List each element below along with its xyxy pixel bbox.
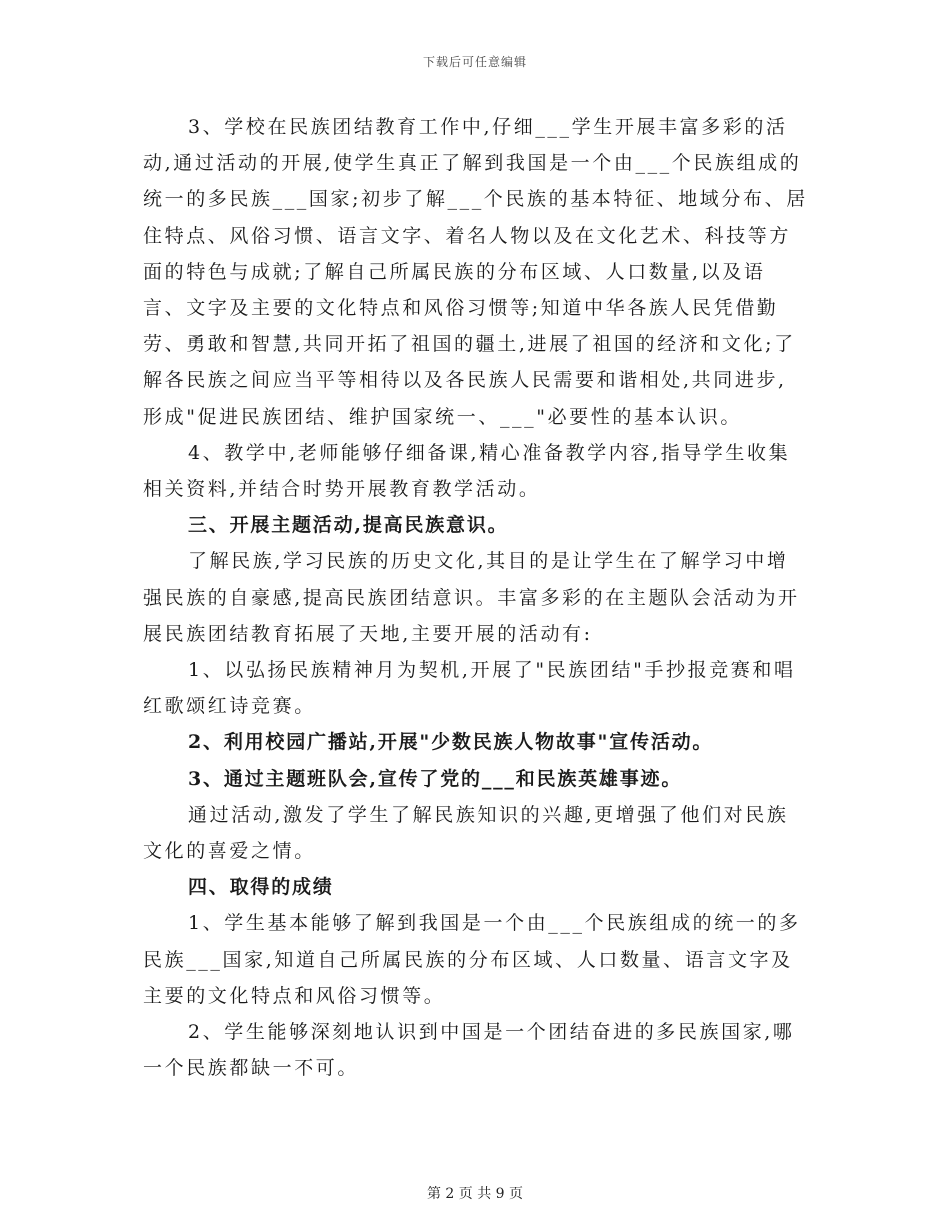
paragraph-item-4: 4、教学中,老师能够仔细备课,精心准备教学内容,指导学生收集相关资料,并结合时势开展教育教学活动。: [143, 441, 791, 501]
section-heading-4: 四、取得的成绩: [188, 876, 334, 899]
document-body: [143, 109, 808, 1086]
activity-item-1: 1、以弘扬民族精神月为契机,开展了"民族团结"手抄报竞赛和唱红歌颂红诗竞赛。: [143, 659, 796, 718]
page-footer: 第 2 页 共 9 页: [426, 1186, 524, 1202]
paragraph-item-3: 3、学校在民族团结教育工作中,仔细___学生开展丰富多彩的活动,通过活动的开展,使学生真正了解到我国是一个由___个民族组成的统一的多民族___国家;初步了解___个民族的基本特征、地域分布、居住特点、风俗习惯、语言文字、着名人物以及在文化艺术、科技等方面的特色与成就;了解自己所属民族的分布区域、人口数量,以及语言、文字及主要的文化特点和风俗习惯等;知道中华各族人民凭借勤劳、勇敢和智慧,共同开拓了祖国的疆土,进展了祖国的经济和文化;了解各民族之间应当平等相待以及各民族人民需要和谐相处,共同进步,形成"促进民族团结、维护国家统一、___"必要性的基本认识。: [143, 116, 808, 428]
achievement-item-1: 1、学生基本能够了解到我国是一个由___个民族组成的统一的多民族___国家,知道自己所属民族的分布区域、人口数量、语言文字及主要的文化特点和风俗习惯等。: [143, 912, 801, 1007]
activity-item-3: 3、通过主题班队会,宣传了党的___和民族英雄事迹。: [188, 767, 683, 790]
paragraph-summary: 通过活动,激发了学生了解民族知识的兴趣,更增强了他们对民族文化的喜爱之情。: [143, 803, 789, 863]
section-heading-3: 三、开展主题活动,提高民族意识。: [188, 514, 509, 537]
page-header: 下载后可任意编辑: [422, 55, 527, 69]
activity-item-2: 2、利用校园广播站,开展"少数民族人物故事"宣传活动。: [188, 731, 714, 754]
achievement-item-2: 2、学生能够深刻地认识到中国是一个团结奋进的多民族国家,哪一个民族都缺一不可。: [143, 1021, 795, 1080]
paragraph-intro: 了解民族,学习民族的历史文化,其目的是让学生在了解学习中增强民族的自豪感,提高民族团结意识。丰富多彩的在主题队会活动为开展民族团结教育拓展了天地,主要开展的活动有:: [143, 550, 800, 645]
